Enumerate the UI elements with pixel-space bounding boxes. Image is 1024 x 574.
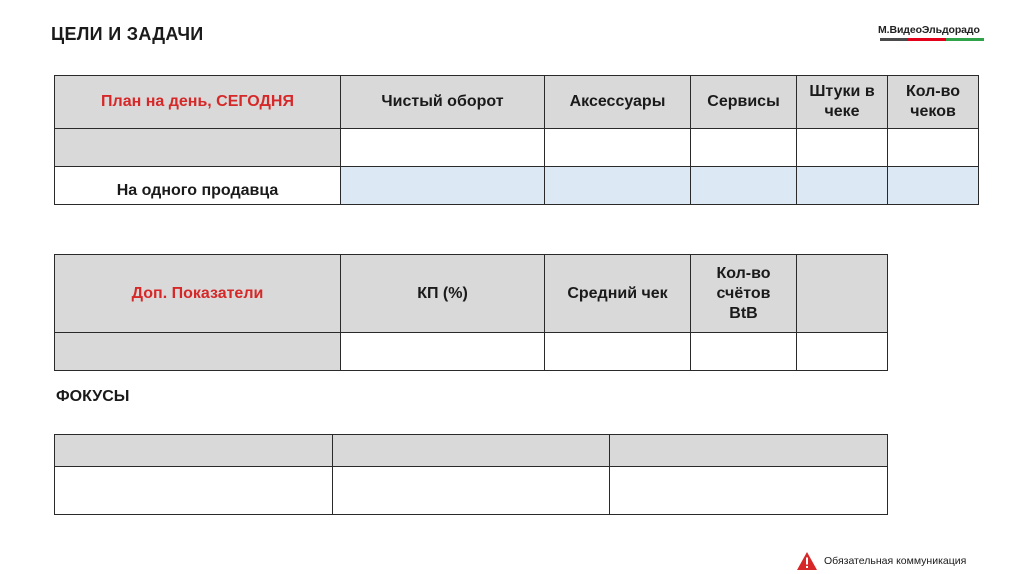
extra-table-header-row bbox=[55, 255, 888, 333]
extra-indicators-table bbox=[54, 254, 888, 371]
extra-table-title: Доп. Показатели bbox=[55, 255, 341, 333]
plan-row-label: На одного продавца bbox=[55, 167, 341, 205]
focus-table-header-row bbox=[55, 435, 888, 467]
table-row bbox=[55, 467, 888, 515]
plan-cell[interactable] bbox=[888, 167, 979, 205]
plan-col-header: Чистый оборот bbox=[341, 76, 545, 129]
extra-cell[interactable] bbox=[797, 333, 888, 371]
plan-cell[interactable] bbox=[691, 167, 797, 205]
plan-cell[interactable] bbox=[341, 129, 545, 167]
brand-logo bbox=[878, 24, 988, 44]
extra-col-header: Кол-во счётов BtB bbox=[691, 255, 797, 333]
plan-col-header: Аксессуары bbox=[545, 76, 691, 129]
focus-table bbox=[54, 434, 888, 515]
plan-cell[interactable] bbox=[691, 129, 797, 167]
mandatory-communication-notice bbox=[796, 551, 966, 571]
plan-col-header: Штуки в чеке bbox=[797, 76, 888, 129]
extra-cell[interactable] bbox=[341, 333, 545, 371]
plan-table bbox=[54, 75, 979, 205]
brand-logo-stripe bbox=[880, 38, 984, 41]
focus-col-header bbox=[333, 435, 610, 467]
extra-cell[interactable] bbox=[691, 333, 797, 371]
plan-row-label bbox=[55, 129, 341, 167]
extra-col-header: КП (%) bbox=[341, 255, 545, 333]
extra-col-header: Средний чек bbox=[545, 255, 691, 333]
table-row bbox=[55, 167, 979, 205]
extra-col-header bbox=[797, 255, 888, 333]
plan-col-header: Кол-во чеков bbox=[888, 76, 979, 129]
plan-table-title: План на день, СЕГОДНЯ bbox=[55, 76, 341, 129]
extra-cell[interactable] bbox=[545, 333, 691, 371]
table-row bbox=[55, 333, 888, 371]
plan-cell[interactable] bbox=[888, 129, 979, 167]
plan-cell[interactable] bbox=[797, 167, 888, 205]
focus-section-title: ФОКУСЫ bbox=[56, 388, 130, 405]
focus-cell[interactable] bbox=[610, 467, 888, 515]
plan-cell[interactable] bbox=[341, 167, 545, 205]
focus-cell[interactable] bbox=[55, 467, 333, 515]
plan-table-header-row bbox=[55, 76, 979, 129]
plan-cell[interactable] bbox=[797, 129, 888, 167]
focus-col-header bbox=[610, 435, 888, 467]
warning-triangle-icon bbox=[796, 551, 818, 571]
focus-cell[interactable] bbox=[333, 467, 610, 515]
focus-col-header bbox=[55, 435, 333, 467]
brand-logo-text: М.ВидеоЭльдорадо bbox=[878, 24, 980, 36]
page-title: ЦЕЛИ И ЗАДАЧИ bbox=[51, 24, 204, 44]
table-row bbox=[55, 129, 979, 167]
extra-row-label bbox=[55, 333, 341, 371]
plan-col-header: Сервисы bbox=[691, 76, 797, 129]
notice-text: Обязательная коммуникация bbox=[824, 555, 967, 567]
plan-cell[interactable] bbox=[545, 129, 691, 167]
plan-cell[interactable] bbox=[545, 167, 691, 205]
